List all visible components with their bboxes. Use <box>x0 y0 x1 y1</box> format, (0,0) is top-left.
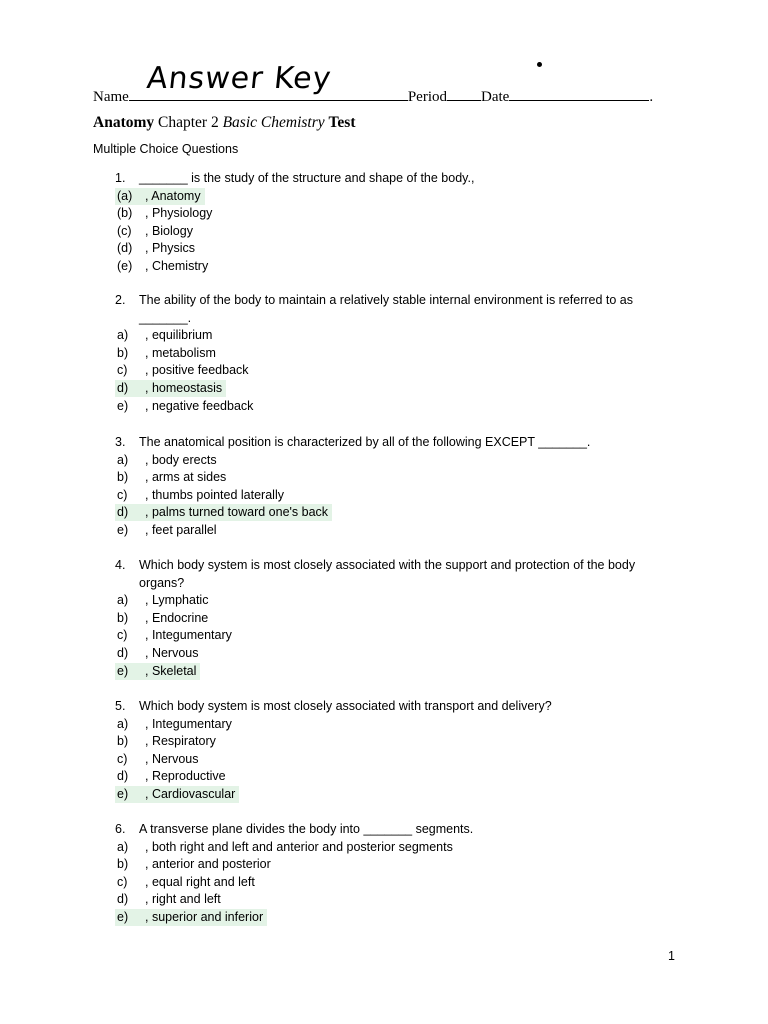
option-text: , palms turned toward one's back <box>145 505 329 520</box>
answer-option <box>93 733 693 751</box>
option-text: , superior and inferior <box>145 909 264 924</box>
option-text: , Endocrine <box>145 610 209 625</box>
question-stem-line <box>93 821 693 839</box>
option-text: , Chemistry <box>145 258 209 273</box>
option-text: , both right and left and anterior and posterior segments <box>145 839 453 854</box>
answer-option <box>93 891 693 909</box>
question-text: Which body system is most closely associated with transport and delivery? <box>139 699 552 713</box>
handwritten-answer-key: Answer Key <box>145 61 334 96</box>
question-6 <box>93 821 693 927</box>
section-heading: Multiple Choice Questions <box>93 142 239 156</box>
ink-dot <box>537 62 542 67</box>
answer-option-correct <box>93 786 693 804</box>
answer-option <box>93 452 693 470</box>
option-letter: a) <box>117 328 129 343</box>
option-letter: b) <box>117 610 129 625</box>
option-letter: d) <box>117 892 129 907</box>
answer-option-correct <box>93 504 693 522</box>
answer-option <box>93 716 693 734</box>
option-text: , equal right and left <box>145 874 255 889</box>
date-period-mark: . <box>649 89 654 105</box>
option-letter: d) <box>117 645 129 660</box>
question-text: organs? <box>139 575 185 590</box>
option-text: , right and left <box>145 892 221 907</box>
answer-option <box>93 627 693 645</box>
question-stem-line <box>93 698 693 716</box>
option-text: , Anatomy <box>145 188 201 203</box>
question-3 <box>93 434 693 540</box>
option-letter: e) <box>117 398 129 413</box>
option-letter: e) <box>117 909 129 924</box>
answer-option <box>93 469 693 487</box>
answer-option <box>93 768 693 786</box>
date-label: Date <box>481 89 510 105</box>
answer-option <box>93 205 693 223</box>
question-5 <box>93 698 693 804</box>
question-text: _______ is the study of the structure and shape of the body., <box>139 171 475 185</box>
answer-option-correct <box>93 909 693 927</box>
question-4 <box>93 557 693 680</box>
option-letter: a) <box>117 839 129 854</box>
question-number: 6. <box>115 822 126 836</box>
option-text: , Biology <box>145 223 193 238</box>
answer-option-correct <box>93 380 693 398</box>
answer-option <box>93 592 693 610</box>
option-letter: c) <box>117 487 128 502</box>
option-letter: b) <box>117 345 129 360</box>
answer-option <box>93 240 693 258</box>
option-letter: a) <box>117 716 129 731</box>
question-stem-line <box>93 434 693 452</box>
question-stem-line <box>93 557 693 575</box>
answer-option <box>93 610 693 628</box>
question-number: 5. <box>115 699 126 713</box>
answer-option <box>93 839 693 857</box>
test-title <box>93 114 356 132</box>
question-text: Which body system is most closely associated with the support and protection of the body <box>139 558 636 572</box>
answer-option <box>93 874 693 892</box>
option-text: , equilibrium <box>145 328 213 343</box>
answer-option <box>93 856 693 874</box>
option-text: , negative feedback <box>145 398 254 413</box>
option-text: , homeostasis <box>145 380 223 395</box>
option-text: , Skeletal <box>145 663 197 678</box>
title-topic: Basic Chemistry <box>222 114 325 131</box>
question-number: 2. <box>115 293 126 307</box>
option-letter: a) <box>117 452 129 467</box>
answer-option-correct <box>93 663 693 681</box>
answer-option <box>93 522 693 540</box>
period-label: Period <box>407 89 447 105</box>
option-text: , Nervous <box>145 751 199 766</box>
option-letter: c) <box>117 363 128 378</box>
option-letter: e) <box>117 663 129 678</box>
option-letter: b) <box>117 857 129 872</box>
page-number: 1 <box>668 949 675 963</box>
question-number: 4. <box>115 558 126 572</box>
option-letter: e) <box>117 522 129 537</box>
answer-option <box>93 398 693 416</box>
answer-option <box>93 258 693 276</box>
option-letter: b) <box>117 470 129 485</box>
option-letter: b) <box>117 734 129 749</box>
option-text: , body erects <box>145 452 217 467</box>
option-text: , Nervous <box>145 645 199 660</box>
option-letter: (b) <box>117 206 133 221</box>
question-stem-line <box>93 575 693 593</box>
option-text: , feet parallel <box>145 522 217 537</box>
title-chapter: Chapter 2 <box>158 114 219 131</box>
answer-option <box>93 487 693 505</box>
option-text: , Integumentary <box>145 628 232 643</box>
answer-option <box>93 751 693 769</box>
period-blank <box>447 86 481 101</box>
option-letter: (d) <box>117 241 133 256</box>
name-period-date-line <box>93 86 693 106</box>
option-text: , Reproductive <box>145 769 226 784</box>
date-blank <box>509 86 649 101</box>
option-letter: (c) <box>117 223 132 238</box>
option-text: , Integumentary <box>145 716 232 731</box>
option-letter: d) <box>117 380 129 395</box>
name-label: Name <box>93 89 129 105</box>
question-text: The anatomical position is characterized by all of the following EXCEPT _______. <box>139 435 591 449</box>
option-letter: d) <box>117 505 129 520</box>
answer-option <box>93 223 693 241</box>
name-blank <box>129 86 408 101</box>
option-letter: (a) <box>117 188 133 203</box>
question-number: 3. <box>115 435 126 449</box>
option-text: , Physiology <box>145 206 213 221</box>
option-text: , thumbs pointed laterally <box>145 487 284 502</box>
option-text: , Cardiovascular <box>145 786 236 801</box>
option-text: , anterior and posterior <box>145 857 271 872</box>
option-letter: a) <box>117 593 129 608</box>
option-letter: (e) <box>117 258 133 273</box>
answer-option-correct <box>93 188 693 206</box>
option-text: , Respiratory <box>145 734 216 749</box>
option-text: , positive feedback <box>145 363 249 378</box>
answer-option <box>93 327 693 345</box>
option-letter: c) <box>117 874 128 889</box>
question-text: The ability of the body to maintain a relatively stable internal environment is referred to as <box>139 293 634 307</box>
question-number: 1. <box>115 171 126 185</box>
option-letter: c) <box>117 628 128 643</box>
option-text: , metabolism <box>145 345 216 360</box>
answer-option <box>93 345 693 363</box>
question-stem-line <box>93 170 693 188</box>
question-stem-line <box>93 292 693 310</box>
answer-option <box>93 645 693 663</box>
question-stem-line <box>93 310 693 328</box>
question-text: A transverse plane divides the body into _______ segments. <box>139 822 474 836</box>
option-letter: c) <box>117 751 128 766</box>
question-1 <box>93 170 693 276</box>
option-text: , Physics <box>145 241 196 256</box>
answer-option <box>93 362 693 380</box>
option-letter: e) <box>117 786 129 801</box>
title-subject: Anatomy <box>93 114 155 131</box>
title-test: Test <box>328 114 356 131</box>
option-text: , arms at sides <box>145 470 227 485</box>
option-letter: d) <box>117 769 129 784</box>
question-2 <box>93 292 693 415</box>
question-text: _______. <box>139 310 192 325</box>
option-text: , Lymphatic <box>145 593 209 608</box>
